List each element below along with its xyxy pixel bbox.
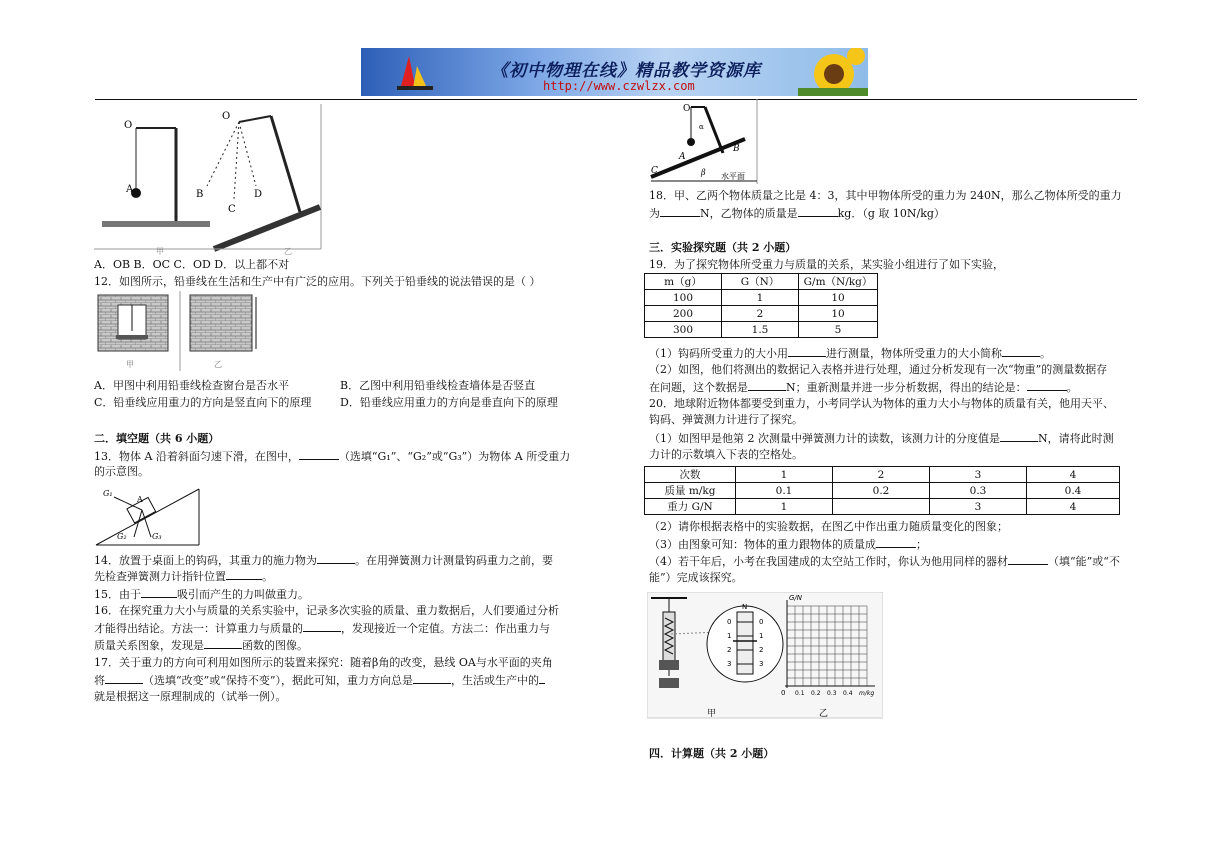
x-axis-label: m/kg xyxy=(859,690,875,697)
label-a: A xyxy=(679,152,686,162)
table-row xyxy=(645,499,1120,515)
q18-line2: 为 N，乙物体的质量是 kg．（g 取 10N/kg） xyxy=(649,207,945,220)
site-logo xyxy=(391,48,441,96)
q16-line3: 质量关系图象，发现是 函数的图像。 xyxy=(94,639,308,652)
q17-blank-1[interactable] xyxy=(105,673,143,684)
table-19 xyxy=(644,273,878,338)
label-beta: β xyxy=(701,168,706,177)
q11-options: A．OB B．OC C．OD D．以上都不对 xyxy=(94,258,290,271)
table-cell: 质量 m/kg xyxy=(645,483,736,499)
q13-blank[interactable] xyxy=(299,449,339,460)
label-c: C xyxy=(228,204,236,215)
q18-blank-1[interactable] xyxy=(660,206,700,217)
scale-3-left: 3 xyxy=(727,660,732,668)
table-cell: 4 xyxy=(1027,467,1120,483)
table-cell: 1.5 xyxy=(722,322,799,338)
table-cell: 2 xyxy=(722,306,799,322)
q19-blank-2[interactable] xyxy=(1002,346,1040,357)
table-cell: 1 xyxy=(722,290,799,306)
figure-20 xyxy=(647,592,883,722)
table-cell-answer[interactable] xyxy=(833,499,930,515)
table-cell: 5 xyxy=(799,322,878,338)
sunflower-icon xyxy=(798,48,868,96)
section-calculation: 四．计算题（共 2 小题） xyxy=(649,747,775,760)
q20-line1: 20．地球附近物体都要受到重力，小考同学认为物体的重力大小与物体的质量有关，他用天平、 xyxy=(649,397,1114,410)
label-d: D xyxy=(254,189,263,200)
g1-label: G₁ xyxy=(103,489,113,498)
header-cell: G/m（N/kg） xyxy=(799,274,878,290)
figure-13 xyxy=(94,485,204,547)
q20-sub2: （2）请你根据表格中的实验数据，在图乙中作出重力随质量变化的图象； xyxy=(649,520,1008,533)
q20-sub3: （3）由图象可知：物体的重力跟物体的质量成 ； xyxy=(649,538,927,551)
q18-blank-2[interactable] xyxy=(798,206,838,217)
caption-yi: 乙 xyxy=(284,247,292,256)
q15: 15．由于 吸引而产生的力叫做重力。 xyxy=(94,588,309,601)
q20-sub4-line1: （4）若干年后，小考在我国建成的太空站工作时，你认为他用同样的器材 （填“能”或“不 xyxy=(649,555,1120,568)
q17-line2: 将 （选填“改变”或“保持不变”），据此可知，重力方向总是 ，生活或生产中的 xyxy=(94,673,545,688)
caption-jia: 甲 xyxy=(707,709,717,719)
table-cell: 0.3 xyxy=(930,483,1027,499)
origin-label: 0 xyxy=(781,689,786,697)
q12-option-a: A．甲图中利用铅垂线检查窗台是否水平 xyxy=(94,379,289,392)
q19-blank-1[interactable] xyxy=(788,346,826,357)
q19-blank-4[interactable] xyxy=(1027,380,1067,391)
g3-label: G₃ xyxy=(152,532,162,541)
x-tick: 0.2 xyxy=(811,690,821,697)
table-cell: 次数 xyxy=(645,467,736,483)
q19-blank-3[interactable] xyxy=(748,380,786,391)
scale-n: N xyxy=(742,603,748,611)
q16-line2: 才能得出结论。方法一：计算重力与质量的 ，发现接近一个定值。方法二：作出重力与 xyxy=(94,622,550,635)
table-cell: 1 xyxy=(736,467,833,483)
q18-line1: 18．甲、乙两个物体质量之比是 4：3，其中甲物体所受的重力为 240N，那么乙物体所受的重力 xyxy=(649,189,1122,202)
q19-sub1: （1）钩码所受重力的大小用 进行测量，物体所受重力的大小简称 。 xyxy=(649,347,1051,360)
label-o: O xyxy=(683,104,691,114)
table-cell: 300 xyxy=(645,322,722,338)
q19-sub2-line1: （2）如图，他们将测出的数据记入表格并进行处理，通过分析发现有一次“物重”的测量数据存 xyxy=(649,363,1108,376)
table-cell: 200 xyxy=(645,306,722,322)
g2-label: G₂ xyxy=(117,532,127,541)
scale-0-right: 0 xyxy=(759,618,764,626)
q19-sub2-line2: 在问题，这个数据是 N；重新测量并进一步分析数据，得出的结论是： 。 xyxy=(649,381,1078,394)
header-cell: m（g） xyxy=(645,274,722,290)
table-row xyxy=(645,306,878,322)
table-header-row xyxy=(645,274,878,290)
label-o2: O xyxy=(222,111,231,122)
scale-2-right: 2 xyxy=(759,646,764,654)
scale-1-left: 1 xyxy=(727,632,732,640)
q20-line2: 钩码、弹簧测力计进行了探究。 xyxy=(649,413,803,426)
caption-yi: 乙 xyxy=(819,709,829,719)
q15-blank[interactable] xyxy=(141,587,177,598)
figure-17 xyxy=(647,99,762,184)
q20-blank-1[interactable] xyxy=(1000,431,1038,442)
q13-line1: 13．物体 A 沿着斜面匀速下滑，在图中， （选填“G₁”、“G₂”或“G₃”）为物体 A 所受重力 xyxy=(94,450,571,463)
scale-0-left: 0 xyxy=(727,618,732,626)
table-cell: 10 xyxy=(799,290,878,306)
figure-11 xyxy=(94,104,324,256)
label-o: O xyxy=(124,120,133,131)
table-cell: 10 xyxy=(799,306,878,322)
x-tick: 0.1 xyxy=(795,690,805,697)
table-cell: 重力 G/N xyxy=(645,499,736,515)
label-b: B xyxy=(196,189,204,200)
table-cell: 3 xyxy=(930,499,1027,515)
q12-option-d: D．铅垂线应用重力的方向是垂直向下的原理 xyxy=(340,396,558,409)
caption-jia: 甲 xyxy=(126,360,134,369)
q16-blank-2[interactable] xyxy=(204,638,242,649)
table-cell: 4 xyxy=(1027,499,1120,515)
q14-blank-1[interactable] xyxy=(317,553,355,564)
label-a: A xyxy=(126,184,134,195)
q17-blank-3[interactable] xyxy=(539,673,545,684)
x-tick: 0.3 xyxy=(827,690,837,697)
q14-line2: 先检查弹簧测力计指针位置 。 xyxy=(94,570,273,583)
q20-sub1-line2: 力计的示数填入下表的空格处。 xyxy=(649,448,803,461)
figure-12 xyxy=(96,291,264,371)
table-cell: 0.2 xyxy=(833,483,930,499)
scale-1-right: 1 xyxy=(759,632,764,640)
table-row xyxy=(645,467,1120,483)
a-label: A xyxy=(137,495,143,504)
q14-blank-2[interactable] xyxy=(226,569,262,580)
q19-stem: 19．为了探究物体所受重力与质量的关系，某实验小组进行了如下实验， xyxy=(649,258,1004,271)
section-experiment: 三．实验探究题（共 2 小题） xyxy=(649,241,797,254)
caption-yi: 乙 xyxy=(214,360,222,369)
scale-3-right: 3 xyxy=(759,660,764,668)
q16-blank-1[interactable] xyxy=(303,621,341,632)
q20-blank-3[interactable] xyxy=(1008,554,1048,565)
banner-title: 《初中物理在线》精品教学资源库 xyxy=(491,61,761,81)
table-row xyxy=(645,483,1120,499)
caption-jia: 甲 xyxy=(156,247,164,256)
q20-blank-2[interactable] xyxy=(876,537,916,548)
table-cell: 3 xyxy=(930,467,1027,483)
table-cell: 100 xyxy=(645,290,722,306)
table-cell: 0.4 xyxy=(1027,483,1120,499)
q17-line1: 17．关于重力的方向可利用如图所示的装置来探究：随着β角的改变，悬线 OA与水平面的夹角 xyxy=(94,656,553,669)
banner-url[interactable]: http://www.czwlzx.com xyxy=(543,79,695,93)
scale-2-left: 2 xyxy=(727,646,732,654)
table-20 xyxy=(644,466,1120,515)
q16-line1: 16．在探究重力大小与质量的关系实验中，记录多次实验的质量、重力数据后，人们要通过分析 xyxy=(94,604,559,617)
q17-blank-2[interactable] xyxy=(413,673,451,684)
header-banner xyxy=(361,48,868,96)
header-rule xyxy=(95,99,1137,100)
label-c: C xyxy=(651,166,658,176)
y-axis-label: G/N xyxy=(789,594,803,602)
q12-option-c: C．铅垂线应用重力的方向是竖直向下的原理 xyxy=(94,396,312,409)
q20-sub1-line1: （1）如图甲是他第 2 次测量中弹簧测力计的读数，该测力计的分度值是 N，请将此时测 xyxy=(649,432,1114,445)
q12-stem: 12．如图所示，铅垂线在生活和生产中有广泛的应用。下列关于铅垂线的说法错误的是（ ） xyxy=(94,275,541,288)
x-tick: 0.4 xyxy=(843,690,853,697)
label-ground: 水平面 xyxy=(721,172,745,181)
table-cell: 2 xyxy=(833,467,930,483)
table-cell: 1 xyxy=(736,499,833,515)
q12-option-b: B．乙图中利用铅垂线检查墙体是否竖直 xyxy=(340,379,536,392)
table-row xyxy=(645,322,878,338)
section-fill-blank: 二．填空题（共 6 小题） xyxy=(94,432,220,445)
label-b: B xyxy=(733,144,740,154)
header-cell: G（N） xyxy=(722,274,799,290)
q14-line1: 14．放置于桌面上的钩码，其重力的施力物为 。在用弹簧测力计测量钩码重力之前，要 xyxy=(94,554,553,567)
table-cell: 0.1 xyxy=(736,483,833,499)
q17-line3: 就是根据这一原理制成的（试举一例）。 xyxy=(94,690,287,703)
q13-line2: 的示意图。 xyxy=(94,465,149,478)
q20-sub4-line2: 能”）完成该探究。 xyxy=(649,571,743,584)
label-alpha: α xyxy=(699,123,704,131)
table-row xyxy=(645,290,878,306)
